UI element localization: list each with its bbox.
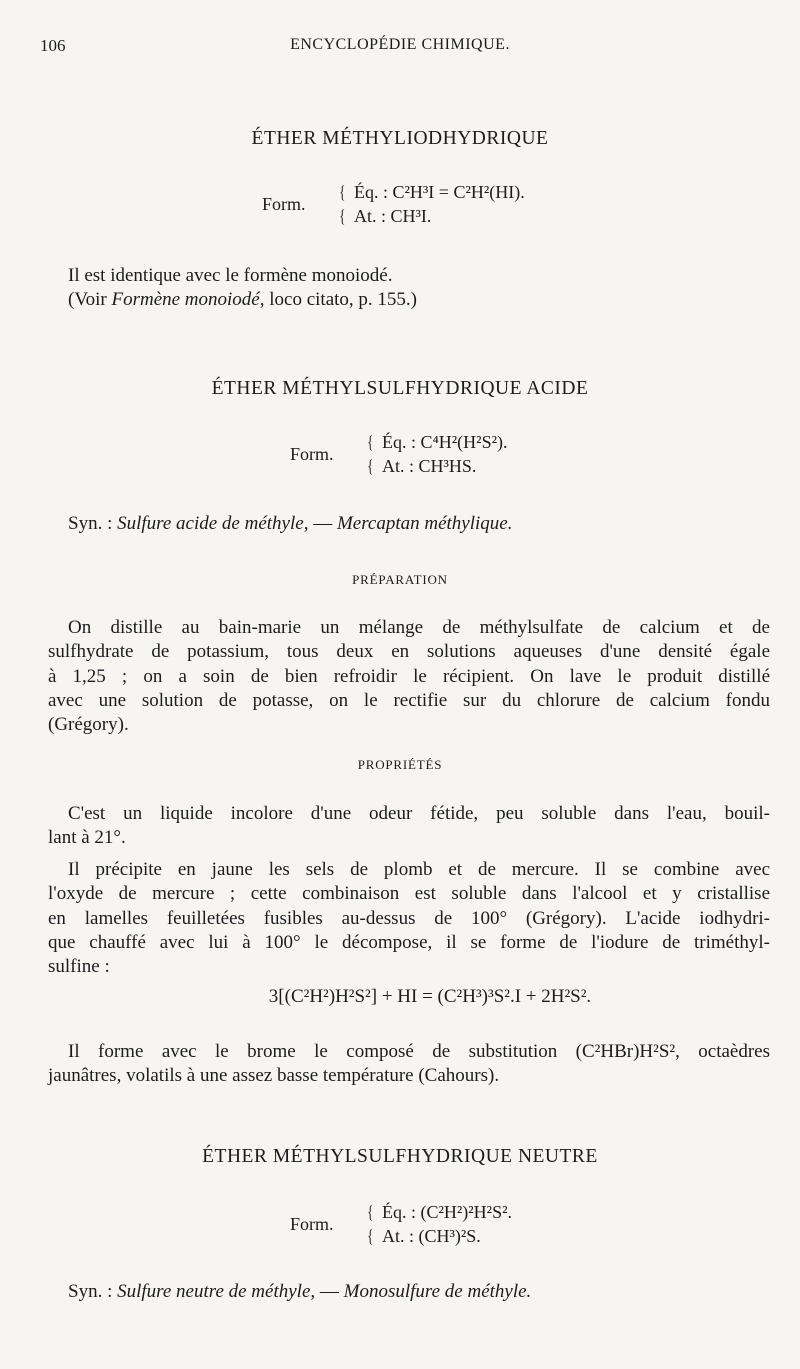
paragraph-proprietes-3: Il forme avec le brome le composé de substitution (C²HBr)H²S², octaèdres jaunâtres, volatils à une assez basse température (Cahours). <box>48 1041 770 1087</box>
formula-eq: Éq. : (C²H²)²H²S². <box>382 1202 512 1222</box>
paragraph: Il est identique avec le formène monoiodé. (Voir Formène monoiodé, loco citato, p. 155.) <box>68 265 417 311</box>
formula-label: Form. <box>290 1214 334 1234</box>
formula-eq: Éq. : C²H³I = C²H²(HI). <box>354 182 525 202</box>
page-number: 106 <box>40 36 66 55</box>
subheading-preparation: PRÉPARATION <box>352 572 448 587</box>
formula-at: At. : CH³I. <box>354 206 432 226</box>
synonyms: Syn. : Sulfure neutre de méthyle, — Monosulfure de méthyle. <box>68 1281 532 1302</box>
formula-label: Form. <box>290 444 334 464</box>
formula-block <box>290 430 590 482</box>
section-title-methylsulfhydrique-neutre: ÉTHER MÉTHYLSULFHYDRIQUE NEUTRE <box>202 1146 598 1167</box>
brace: { { <box>367 432 374 476</box>
paragraph-preparation: On distille au bain-marie un mélange de méthylsulfate de calcium et de sulfhydrate de potassium, tous deux en solutions aqueuses d'une densité égale à 1,25 ; on a soin de bien refroidir le récipient. On lave le produit distillé avec une solution de potasse, on le rectifie sur du chlorure de calcium fondu (Grégory). <box>48 617 770 736</box>
paragraph-proprietes-2: Il précipite en jaune les sels de plomb et de mercure. Il se combine avec l'oxyde de mercure ; cette combinaison est soluble dans l'alcool et y cristallise en lamelles feuilletées fusibles au-dessus de 100° (Grégory). L'acide iodhydri- que chauffé avec lui à 100° le décompose, il se forme de l'iodure de triméthyl- sulfine : <box>48 859 770 978</box>
formula-label: Form. <box>262 194 306 214</box>
reaction-equation: 3[(C²H²)H²S²] + HI = (C²H³)³S².I + 2H²S². <box>268 986 592 1007</box>
formula-block <box>290 1200 590 1252</box>
formula-eq: Éq. : C⁴H²(H²S²). <box>382 432 508 452</box>
brace: { { <box>339 182 346 226</box>
formula-at: At. : CH³HS. <box>382 456 477 476</box>
brace: { { <box>367 1202 374 1246</box>
synonyms: Syn. : Sulfure acide de méthyle, — Mercaptan méthylique. <box>68 513 513 534</box>
subheading-proprietes: PROPRIÉTÉS <box>357 757 443 772</box>
formula-block <box>262 180 582 232</box>
running-title: ENCYCLOPÉDIE CHIMIQUE. <box>290 36 510 53</box>
section-title-methyliodhydrique: ÉTHER MÉTHYLIODHYDRIQUE <box>251 128 549 149</box>
formula-at: At. : (CH³)²S. <box>382 1226 481 1246</box>
section-title-methylsulfhydrique-acide: ÉTHER MÉTHYLSULFHYDRIQUE ACIDE <box>211 378 589 399</box>
paragraph-proprietes-1: C'est un liquide incolore d'une odeur fétide, peu soluble dans l'eau, bouil- lant à 21°. <box>48 803 770 849</box>
page-header <box>40 36 760 60</box>
